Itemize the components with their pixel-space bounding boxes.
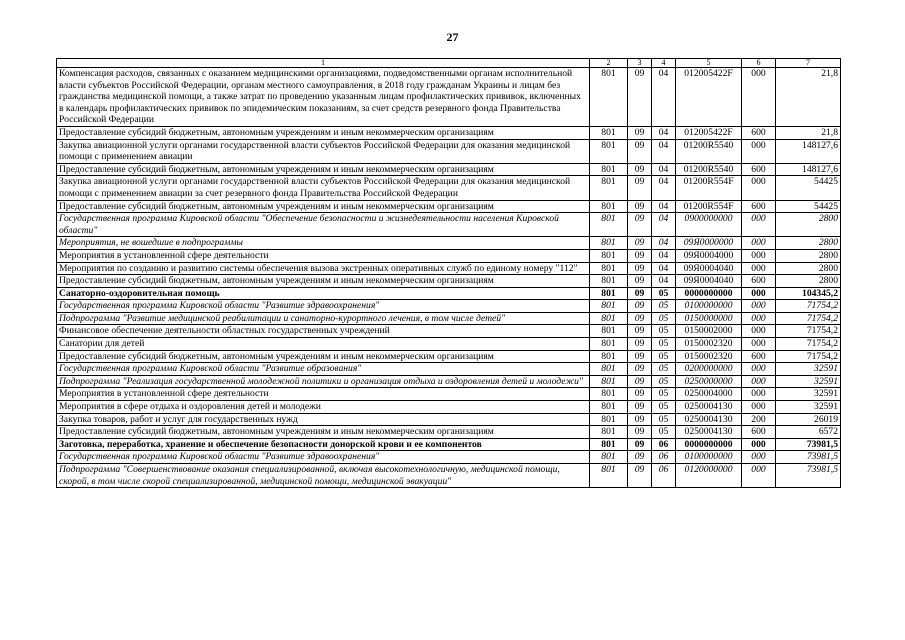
row-expense-type: 000	[742, 401, 776, 414]
row-section-code: 09	[628, 426, 652, 439]
row-section-code: 09	[628, 200, 652, 213]
row-name: Мероприятия в сфере отдыха и оздоровления детей и молодежи	[57, 401, 590, 414]
row-amount: 71754,2	[776, 300, 841, 313]
budget-table	[56, 58, 841, 488]
row-expense-type: 000	[742, 213, 776, 237]
row-name: Предоставление субсидий бюджетным, автономным учреждениям и иным некоммерческим организациям	[57, 275, 590, 288]
row-expense-type: 000	[742, 249, 776, 262]
row-ministry-code: 801	[590, 262, 628, 275]
row-name: Государственная программа Кировской области "Обеспечение безопасности и жизнедеятельности населения Кировской области"	[57, 213, 590, 237]
row-section-code: 09	[628, 139, 652, 163]
header-col-3: 3	[628, 59, 652, 68]
row-name: Мероприятия по созданию и развитию системы обеспечения вызова экстренных оперативных служб по единому номеру "112"	[57, 262, 590, 275]
table-row	[57, 213, 841, 237]
row-name: Закупка товаров, работ и услуг для государственных нужд	[57, 413, 590, 426]
row-target-article: 09Я0000000	[676, 237, 742, 250]
row-name: Мероприятия в установленной сфере деятельности	[57, 388, 590, 401]
table-row	[57, 139, 841, 163]
row-subsection-code: 04	[652, 275, 676, 288]
row-amount: 21,8	[776, 126, 841, 139]
row-name: Мероприятия, не вошедшие в подпрограммы	[57, 237, 590, 250]
row-target-article: 0150000000	[676, 312, 742, 325]
row-target-article: 0150002000	[676, 325, 742, 338]
row-target-article: 0150002320	[676, 338, 742, 351]
row-name: Финансовое обеспечение деятельности областных государственных учреждений	[57, 325, 590, 338]
page-number: 27	[446, 30, 459, 44]
header-row	[57, 59, 841, 68]
row-subsection-code: 04	[652, 126, 676, 139]
row-amount: 73981,5	[776, 438, 841, 451]
row-expense-type: 000	[742, 68, 776, 127]
row-target-article: 01200R554F	[676, 176, 742, 200]
row-subsection-code: 05	[652, 388, 676, 401]
table-row	[57, 426, 841, 439]
row-ministry-code: 801	[590, 388, 628, 401]
row-section-code: 09	[628, 237, 652, 250]
row-ministry-code: 801	[590, 375, 628, 388]
header-col-7: 7	[776, 59, 841, 68]
row-ministry-code: 801	[590, 413, 628, 426]
row-ministry-code: 801	[590, 287, 628, 300]
row-ministry-code: 801	[590, 363, 628, 376]
row-ministry-code: 801	[590, 237, 628, 250]
header-col-6: 6	[742, 59, 776, 68]
row-amount: 6572	[776, 426, 841, 439]
row-expense-type: 000	[742, 451, 776, 464]
row-section-code: 09	[628, 287, 652, 300]
row-target-article: 01200R554F	[676, 200, 742, 213]
row-subsection-code: 05	[652, 287, 676, 300]
row-ministry-code: 801	[590, 464, 628, 488]
row-ministry-code: 801	[590, 213, 628, 237]
row-name: Закупка авиационной услуги органами государственной власти субъектов Российской Федерации для оказания медицинской помощи с применением авиации за счет резервного фонда Правительства Российской Федерации	[57, 176, 590, 200]
row-expense-type: 600	[742, 350, 776, 363]
row-target-article: 0250004000	[676, 388, 742, 401]
row-section-code: 09	[628, 325, 652, 338]
row-section-code: 09	[628, 350, 652, 363]
row-section-code: 09	[628, 275, 652, 288]
row-expense-type: 000	[742, 338, 776, 351]
table-row	[57, 350, 841, 363]
table-row	[57, 300, 841, 313]
row-expense-type: 000	[742, 375, 776, 388]
row-target-article: 0000000000	[676, 287, 742, 300]
row-ministry-code: 801	[590, 438, 628, 451]
row-subsection-code: 05	[652, 413, 676, 426]
table-row	[57, 126, 841, 139]
row-subsection-code: 05	[652, 426, 676, 439]
row-name: Предоставление субсидий бюджетным, автономным учреждениям и иным некоммерческим организациям	[57, 200, 590, 213]
row-target-article: 0200000000	[676, 363, 742, 376]
row-subsection-code: 05	[652, 325, 676, 338]
row-expense-type: 000	[742, 176, 776, 200]
table-row	[57, 163, 841, 176]
row-subsection-code: 04	[652, 163, 676, 176]
row-subsection-code: 04	[652, 176, 676, 200]
row-expense-type: 000	[742, 262, 776, 275]
row-subsection-code: 05	[652, 300, 676, 313]
table-row	[57, 325, 841, 338]
row-amount: 71754,2	[776, 350, 841, 363]
row-subsection-code: 05	[652, 375, 676, 388]
row-section-code: 09	[628, 388, 652, 401]
table-row	[57, 438, 841, 451]
row-subsection-code: 05	[652, 363, 676, 376]
row-expense-type: 000	[742, 139, 776, 163]
row-section-code: 09	[628, 262, 652, 275]
row-section-code: 09	[628, 401, 652, 414]
row-amount: 2800	[776, 237, 841, 250]
header-col-4: 4	[652, 59, 676, 68]
row-subsection-code: 05	[652, 350, 676, 363]
row-section-code: 09	[628, 68, 652, 127]
row-expense-type: 600	[742, 275, 776, 288]
row-name: Заготовка, переработка, хранение и обеспечение безопасности донорской крови и ее компонентов	[57, 438, 590, 451]
row-expense-type: 200	[742, 413, 776, 426]
row-subsection-code: 04	[652, 68, 676, 127]
table-row	[57, 451, 841, 464]
table-row	[57, 338, 841, 351]
table-row	[57, 68, 841, 127]
row-ministry-code: 801	[590, 126, 628, 139]
row-target-article: 0250000000	[676, 375, 742, 388]
row-subsection-code: 06	[652, 451, 676, 464]
row-ministry-code: 801	[590, 338, 628, 351]
table-row	[57, 312, 841, 325]
row-name: Подпрограмма "Реализация государственной молодежной политики и организация отдыха и оздоровления детей и молодежи"	[57, 375, 590, 388]
row-target-article: 0250004130	[676, 426, 742, 439]
row-subsection-code: 05	[652, 338, 676, 351]
row-name: Компенсация расходов, связанных с оказанием медицинскими организациями, подведомственными органам исполнительной власти субъектов Российской Федерации, органам местного самоуправления, в 2018 году гражданам Украины и лицам без гражданства медицинской помощи, а также затрат по проведению указанным лицам профилактических прививок, включенных в календарь профилактических прививок по эпидемическим показаниям, за счет средств резервного фонда Правительства Российской Федерации	[57, 68, 590, 127]
row-ministry-code: 801	[590, 249, 628, 262]
row-ministry-code: 801	[590, 275, 628, 288]
row-ministry-code: 801	[590, 68, 628, 127]
row-amount: 54425	[776, 200, 841, 213]
row-expense-type: 600	[742, 200, 776, 213]
header-col-1: 1	[57, 59, 590, 68]
row-amount: 2800	[776, 262, 841, 275]
row-target-article: 012005422F	[676, 68, 742, 127]
row-expense-type: 600	[742, 126, 776, 139]
row-amount: 71754,2	[776, 338, 841, 351]
row-amount: 54425	[776, 176, 841, 200]
row-section-code: 09	[628, 438, 652, 451]
row-section-code: 09	[628, 375, 652, 388]
row-amount: 71754,2	[776, 312, 841, 325]
table-row	[57, 375, 841, 388]
row-subsection-code: 05	[652, 401, 676, 414]
table-row	[57, 262, 841, 275]
table-row	[57, 200, 841, 213]
row-expense-type: 000	[742, 287, 776, 300]
row-expense-type: 000	[742, 438, 776, 451]
row-amount: 148127,6	[776, 163, 841, 176]
row-subsection-code: 04	[652, 262, 676, 275]
table-row	[57, 464, 841, 488]
row-subsection-code: 06	[652, 438, 676, 451]
row-ministry-code: 801	[590, 350, 628, 363]
row-expense-type: 000	[742, 464, 776, 488]
row-expense-type: 000	[742, 237, 776, 250]
row-ministry-code: 801	[590, 325, 628, 338]
table-body	[57, 68, 841, 488]
row-ministry-code: 801	[590, 451, 628, 464]
row-subsection-code: 04	[652, 200, 676, 213]
row-ministry-code: 801	[590, 300, 628, 313]
row-subsection-code: 04	[652, 213, 676, 237]
row-target-article: 0000000000	[676, 438, 742, 451]
row-name: Закупка авиационной услуги органами государственной власти субъектов Российской Федерации для оказания медицинской помощи с применением авиации	[57, 139, 590, 163]
row-target-article: 0100000000	[676, 451, 742, 464]
table-row	[57, 249, 841, 262]
row-amount: 21,8	[776, 68, 841, 127]
row-amount: 73981,5	[776, 451, 841, 464]
row-name: Предоставление субсидий бюджетным, автономным учреждениям и иным некоммерческим организациям	[57, 126, 590, 139]
row-expense-type: 000	[742, 325, 776, 338]
row-name: Государственная программа Кировской области "Развитие здравоохранения"	[57, 451, 590, 464]
row-ministry-code: 801	[590, 163, 628, 176]
row-section-code: 09	[628, 126, 652, 139]
table-row	[57, 363, 841, 376]
row-section-code: 09	[628, 464, 652, 488]
row-amount: 26019	[776, 413, 841, 426]
row-amount: 148127,6	[776, 139, 841, 163]
row-target-article: 01200R5540	[676, 139, 742, 163]
table-row	[57, 413, 841, 426]
row-section-code: 09	[628, 312, 652, 325]
table-row	[57, 401, 841, 414]
row-name: Предоставление субсидий бюджетным, автономным учреждениям и иным некоммерческим организациям	[57, 426, 590, 439]
row-name: Государственная программа Кировской области "Развитие образования"	[57, 363, 590, 376]
row-ministry-code: 801	[590, 426, 628, 439]
table-row	[57, 275, 841, 288]
row-ministry-code: 801	[590, 312, 628, 325]
row-expense-type: 600	[742, 426, 776, 439]
row-name: Подпрограмма "Развитие медицинской реабилитации и санаторно-курортного лечения, в том числе детей"	[57, 312, 590, 325]
row-section-code: 09	[628, 249, 652, 262]
row-amount: 73981,5	[776, 464, 841, 488]
row-name: Государственная программа Кировской области "Развитие здравоохранения"	[57, 300, 590, 313]
row-name: Санаторно-оздоровительная помощь	[57, 287, 590, 300]
table-row	[57, 237, 841, 250]
row-target-article: 0120000000	[676, 464, 742, 488]
row-subsection-code: 04	[652, 237, 676, 250]
row-subsection-code: 05	[652, 312, 676, 325]
row-amount: 32591	[776, 363, 841, 376]
table-row	[57, 287, 841, 300]
row-target-article: 09Я0004000	[676, 249, 742, 262]
row-subsection-code: 06	[652, 464, 676, 488]
table-row	[57, 388, 841, 401]
row-amount: 2800	[776, 249, 841, 262]
row-name: Санатории для детей	[57, 338, 590, 351]
row-target-article: 0250004130	[676, 401, 742, 414]
row-section-code: 09	[628, 338, 652, 351]
row-target-article: 01200R5540	[676, 163, 742, 176]
header-col-2: 2	[590, 59, 628, 68]
row-amount: 104345,2	[776, 287, 841, 300]
row-section-code: 09	[628, 163, 652, 176]
row-target-article: 0900000000	[676, 213, 742, 237]
row-target-article: 09Я0004040	[676, 262, 742, 275]
row-expense-type: 000	[742, 388, 776, 401]
row-ministry-code: 801	[590, 200, 628, 213]
row-target-article: 0100000000	[676, 300, 742, 313]
row-subsection-code: 04	[652, 249, 676, 262]
row-name: Мероприятия в установленной сфере деятельности	[57, 249, 590, 262]
row-amount: 32591	[776, 401, 841, 414]
row-expense-type: 000	[742, 300, 776, 313]
row-ministry-code: 801	[590, 139, 628, 163]
row-subsection-code: 04	[652, 139, 676, 163]
row-expense-type: 600	[742, 163, 776, 176]
row-target-article: 012005422F	[676, 126, 742, 139]
row-section-code: 09	[628, 213, 652, 237]
row-section-code: 09	[628, 363, 652, 376]
row-amount: 2800	[776, 275, 841, 288]
row-amount: 71754,2	[776, 325, 841, 338]
row-amount: 2800	[776, 213, 841, 237]
row-amount: 32591	[776, 375, 841, 388]
table-row	[57, 176, 841, 200]
row-name: Предоставление субсидий бюджетным, автономным учреждениям и иным некоммерческим организациям	[57, 163, 590, 176]
row-section-code: 09	[628, 176, 652, 200]
row-section-code: 09	[628, 413, 652, 426]
row-target-article: 0250004130	[676, 413, 742, 426]
row-target-article: 0150002320	[676, 350, 742, 363]
row-expense-type: 000	[742, 363, 776, 376]
row-section-code: 09	[628, 451, 652, 464]
row-amount: 32591	[776, 388, 841, 401]
row-name: Предоставление субсидий бюджетным, автономным учреждениям и иным некоммерческим организациям	[57, 350, 590, 363]
row-section-code: 09	[628, 300, 652, 313]
row-ministry-code: 801	[590, 176, 628, 200]
row-target-article: 09Я0004040	[676, 275, 742, 288]
row-expense-type: 000	[742, 312, 776, 325]
header-col-5: 5	[676, 59, 742, 68]
row-name: Подпрограмма "Совершенствование оказания специализированной, включая высокотехнологичную, медицинской помощи, скорой, в том числе скорой специализированной, медицинской помощи, медицинской эвакуации"	[57, 464, 590, 488]
row-ministry-code: 801	[590, 401, 628, 414]
